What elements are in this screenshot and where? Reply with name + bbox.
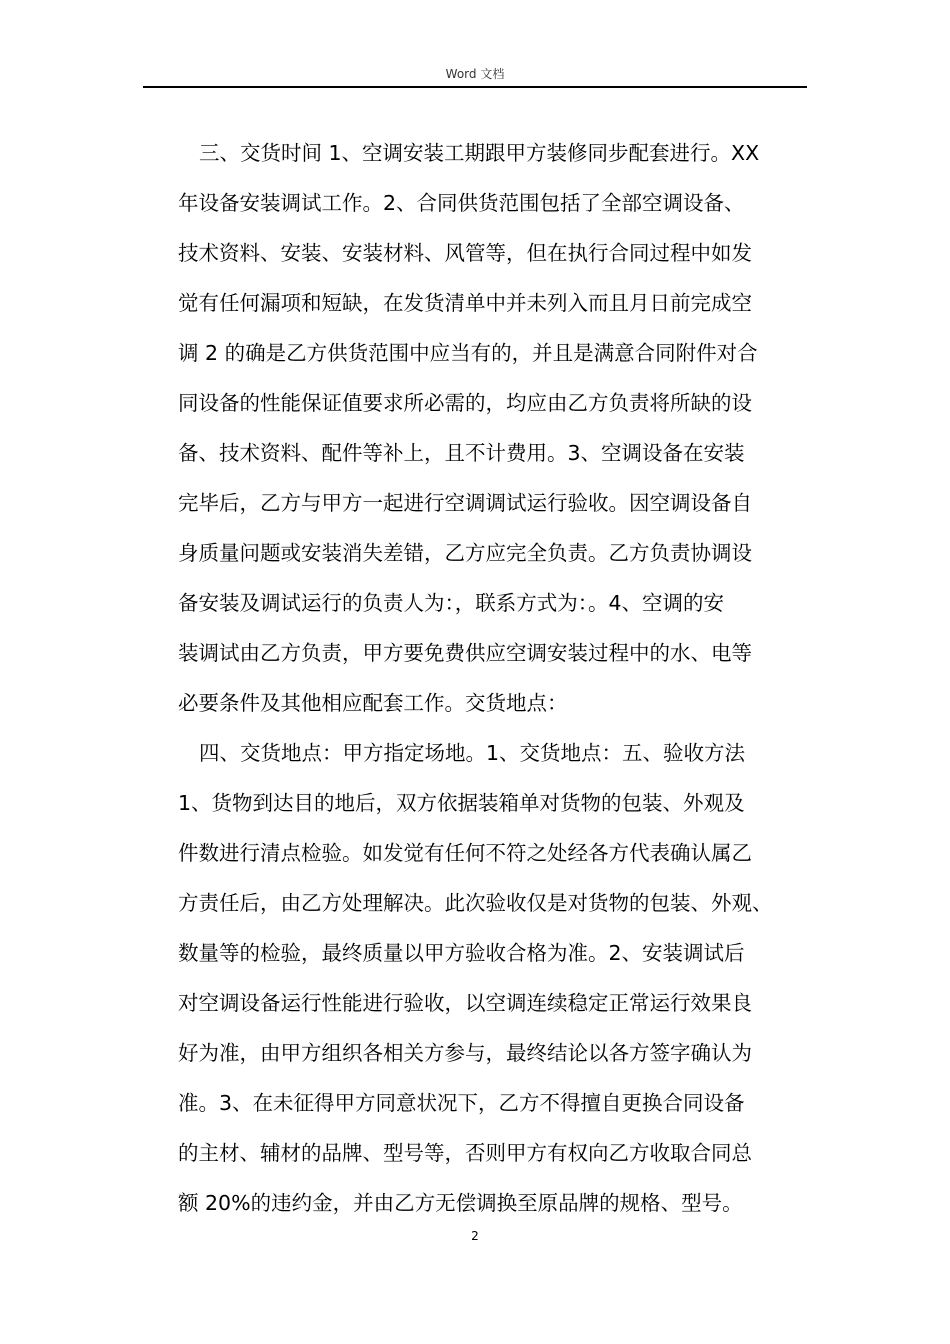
- paragraph-delivery-location: [178, 728, 830, 1228]
- document-body: [178, 128, 830, 1228]
- text-line: 好为准，由甲方组织各相关方参与，最终结论以各方签字确认为: [178, 1041, 752, 1065]
- text-line: 数量等的检验，最终质量以甲方验收合格为准。2、安装调试后: [178, 941, 745, 965]
- text-line: 备安装及调试运行的负责人为：，联系方式为：。4、空调的安: [178, 591, 725, 615]
- text-line: 身质量问题或安装消失差错，乙方应完全负责。乙方负责协调设: [178, 541, 752, 565]
- text-line: 额 20%的违约金，并由乙方无偿调换至原品牌的规格、型号。: [178, 1191, 743, 1215]
- text-line: 调 2 的确是乙方供货范围中应当有的，并且是满意合同附件对合: [178, 341, 758, 365]
- text-line: 觉有任何漏项和短缺，在发货清单中并未列入而且月日前完成空: [178, 291, 752, 315]
- text-line: 件数进行清点检验。如发觉有任何不符之处经各方代表确认属乙: [178, 841, 752, 865]
- text-line: 方责任后，由乙方处理解决。此次验收仅是对货物的包装、外观、: [178, 891, 773, 915]
- text-line: 四、交货地点：甲方指定场地。1、交货地点：五、验收方法: [199, 741, 746, 765]
- paragraph-delivery-time: [178, 128, 830, 728]
- text-line: 完毕后，乙方与甲方一起进行空调调试运行验收。因空调设备自: [178, 491, 752, 515]
- header-divider: [143, 86, 807, 88]
- header-title: Word 文档: [445, 67, 505, 81]
- text-line: 必要条件及其他相应配套工作。交货地点：: [178, 691, 568, 715]
- text-line: 年设备安装调试工作。2、合同供货范围包括了全部空调设备、: [178, 191, 745, 215]
- page-number: 2: [471, 1229, 479, 1243]
- text-line: 准。3、在未征得甲方同意状况下，乙方不得擅自更换合同设备: [178, 1091, 745, 1115]
- text-line: 备、技术资料、配件等补上，且不计费用。3、空调设备在安装: [178, 441, 745, 465]
- text-line: 装调试由乙方负责，甲方要免费供应空调安装过程中的水、电等: [178, 641, 752, 665]
- text-line: 1、货物到达目的地后，双方依据装箱单对货物的包装、外观及: [178, 791, 745, 815]
- text-line: 的主材、辅材的品牌、型号等，否则甲方有权向乙方收取合同总: [178, 1141, 752, 1165]
- text-line: 三、交货时间 1、空调安装工期跟甲方装修同步配套进行。XX: [199, 141, 760, 165]
- text-line: 对空调设备运行性能进行验收，以空调连续稳定正常运行效果良: [178, 991, 752, 1015]
- text-line: 技术资料、安装、安装材料、风管等，但在执行合同过程中如发: [178, 241, 752, 265]
- text-line: 同设备的性能保证值要求所必需的，均应由乙方负责将所缺的设: [178, 391, 752, 415]
